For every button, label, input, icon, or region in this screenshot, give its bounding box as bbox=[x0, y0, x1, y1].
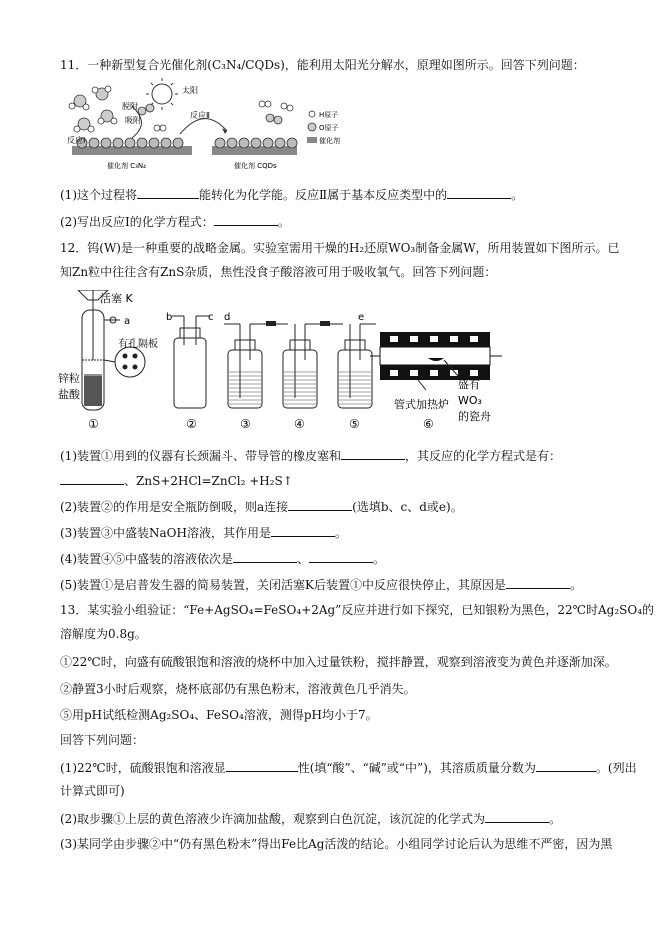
num-1: ① bbox=[88, 417, 99, 431]
answer-blank[interactable] bbox=[447, 186, 511, 199]
label-b: b bbox=[166, 312, 173, 323]
answer-blank[interactable] bbox=[271, 524, 335, 537]
answer-blank[interactable] bbox=[226, 759, 298, 772]
q12-sub3: (3)装置③中盛装NaOH溶液，其作用是 。 bbox=[60, 526, 347, 540]
answer-blank[interactable] bbox=[137, 186, 199, 199]
sun-label: 太阳 bbox=[182, 86, 198, 95]
apparatus-2 bbox=[172, 316, 210, 408]
answer-blank[interactable] bbox=[309, 550, 373, 563]
q13-step-1: ①22℃时，向盛有硫酸银饱和溶液的烧杯中加入过量铁粉，搅拌静置，观察到溶液变为黄色并逐渐加深。 bbox=[60, 655, 617, 669]
apparatus-6 bbox=[370, 332, 502, 380]
legend-o: O原子 bbox=[319, 124, 339, 132]
acid-label: 盐酸 bbox=[58, 388, 80, 401]
furnace-label: 管式加热炉 bbox=[394, 398, 449, 411]
q12-sub2: (2)装置②的作用是安全瓶防倒吸，则a连接 (选填b、c、d或e)。 bbox=[60, 500, 463, 514]
answer-blank[interactable] bbox=[288, 498, 352, 511]
q12-sub5: (5)装置①是启普发生器的简易装置，关闭活塞K后装置①中反应很快停止，其原因是 。 bbox=[60, 578, 582, 592]
answer-blank[interactable] bbox=[60, 472, 124, 485]
answer-blank[interactable] bbox=[214, 213, 278, 226]
q12-sub4: (4)装置④⑤中盛装的溶液依次是 、 。 bbox=[60, 552, 386, 566]
o-atom-icon bbox=[308, 123, 316, 131]
boat-label-3: 的瓷舟 bbox=[458, 410, 491, 423]
stopcock-label: 活塞 K bbox=[100, 292, 133, 305]
q13-sub2: (2)取步骤①上层的黄色溶液少许滴加盐酸，观察到白色沉淀，该沉淀的化学式为 。 bbox=[60, 812, 562, 826]
q12-apparatus-figure bbox=[58, 290, 568, 435]
reaction1-label: 反应Ⅰ bbox=[67, 136, 86, 145]
zinc-label: 锌粒 bbox=[58, 372, 80, 385]
cat1-label: 催化剂 C₃N₄ bbox=[107, 162, 146, 170]
answer-blank[interactable] bbox=[233, 550, 297, 563]
plate-label: 有孔隔板 bbox=[118, 339, 158, 350]
q13-sub1-cont: 计算式即可) bbox=[60, 784, 125, 798]
boat-label-1: 盛有 bbox=[458, 378, 480, 391]
answer-blank[interactable] bbox=[485, 810, 549, 823]
q13-stem-1: 13．某实验小组验证：“Fe+AgSO₄=FeSO₄+2Ag”反应并进行如下探究，已知银粉为黑色，22℃时Ag₂SO₄的 bbox=[60, 603, 655, 617]
boat-label-2: WO₃ bbox=[458, 394, 482, 407]
q12-stem-1: 12．钨(W)是一种重要的战略金属。实验室需用干燥的H₂还原WO₃制备金属W，所用装置如下图所示。已 bbox=[60, 241, 620, 255]
answer-blank[interactable] bbox=[536, 759, 596, 772]
zinc-acid-fill bbox=[84, 376, 102, 406]
answer-blank[interactable] bbox=[341, 447, 405, 460]
reaction2-label: 反应Ⅱ bbox=[190, 111, 210, 120]
label-c: c bbox=[208, 312, 214, 323]
q11-sub2: (2)写出反应Ⅰ的化学方程式： 。 bbox=[60, 215, 290, 229]
q13-answer-intro: 回答下列问题： bbox=[60, 733, 145, 747]
desorb-label: 脱附 bbox=[122, 102, 138, 111]
q13-stem-2: 溶解度为0.8g。 bbox=[60, 627, 147, 641]
num-2: ② bbox=[186, 417, 197, 431]
wash-bottles bbox=[224, 324, 376, 408]
adsorb-label: 吸附 bbox=[125, 116, 141, 125]
num-5: ⑤ bbox=[349, 417, 360, 431]
answer-blank[interactable] bbox=[506, 576, 570, 589]
label-a: a bbox=[124, 316, 131, 327]
num-3: ③ bbox=[240, 417, 251, 431]
legend-h: H原子 bbox=[319, 111, 339, 119]
num-4: ④ bbox=[294, 417, 305, 431]
q13-step-2: ②静置3小时后观察，烧杯底部仍有黑色粉末，溶液黄色几乎消失。 bbox=[60, 682, 416, 696]
q11-stem: 11．一种新型复合光催化剂(C₃N₄/CQDs)，能利用太阳光分解水，原理如图所示。回答下列问题： bbox=[60, 58, 585, 72]
q13-step-3: ⑤用pH试纸检测Ag₂SO₄、FeSO₄溶液，测得pH均小于7。 bbox=[60, 708, 378, 722]
h-atom-icon bbox=[309, 111, 315, 117]
q12-stem-2: 知Zn粒中往往含有ZnS杂质，焦性没食子酸溶液可用于吸收氧气。回答下列问题： bbox=[60, 265, 497, 279]
num-6: ⑥ bbox=[423, 417, 434, 431]
catalyst-legend-icon bbox=[307, 137, 317, 143]
q13-sub3: (3)某同学由步骤②中“仍有黑色粉末”得出Fe比Ag活泼的结论。小组同学讨论后认为思维不严密，因为黑 bbox=[60, 837, 613, 851]
label-d: d bbox=[224, 312, 231, 323]
q13-sub1: (1)22℃时，硫酸银饱和溶液显 性(填“酸”、“碱”或“中”)，其溶质质量分数为 。(列出 bbox=[60, 761, 637, 775]
label-e: e bbox=[358, 312, 365, 323]
q11-sub1: (1)这个过程将 能转化为化学能。反应Ⅱ属于基本反应类型中的 。 bbox=[60, 188, 524, 202]
q12-sub1: (1)装置①用到的仪器有长颈漏斗、带导管的橡皮塞和 ，其反应的化学方程式是有： bbox=[60, 449, 562, 463]
legend-cat: 催化剂 bbox=[319, 137, 340, 145]
q12-sub1-cont: 、ZnS+2HCl=ZnCl₂ +H₂S↑ bbox=[60, 472, 293, 489]
cat2-label: 催化剂 CQDs bbox=[234, 162, 277, 170]
q11-figure bbox=[62, 76, 362, 176]
